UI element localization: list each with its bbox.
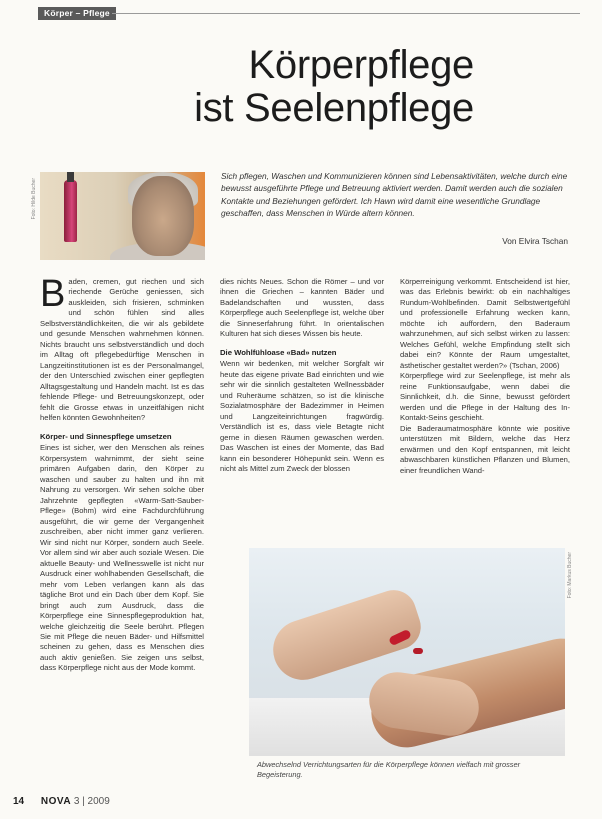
page-number: 14 bbox=[13, 796, 25, 807]
section-tag: Körper – Pflege bbox=[38, 7, 116, 20]
painted-nail-image bbox=[413, 648, 423, 654]
photo-caption: Abwechselnd Verrichtungsarten für die Körperpflege können vielfach mit grosser Begeisterung. bbox=[257, 760, 521, 779]
col2-heading: Die Wohlfühloase «Bad» nutzen bbox=[220, 347, 337, 357]
drop-cap: B bbox=[40, 273, 66, 315]
col3-paragraph-1: Körperreinigung verkommt. Entscheidend ist hier, was das Erlebnis bewirkt: ob ein nachhaltiges Rundum-Wohlbefinden. Damit Selbstwertgefühl und professionelle Erfahrung wecken kann, möchte ich auffordern, den Baderaum wahrzunehmen, auf sich selbst wirken zu lassen: Welches Gefühl, welche Empfindung stellt sich dabei ein? Könnte der Raum umgestaltet, ästhetischer gestaltet werden?» (Tschan, 2006) bbox=[400, 277, 570, 370]
col3-paragraph-2: Körperpflege wird zur Seelenpflege, ist mehr als reine Funktionsaufgabe, wenn dabei die Sinnlichkeit, d.h. die Sinne, bewusst gefördert werden und die Pflege in der Haltung des In-Kontakt-Seins geschieht. bbox=[400, 371, 570, 423]
lead-paragraph: Sich pflegen, Waschen und Kommunizieren können sind Lebensaktivitäten, welche durch eine bewusst ausgeführte Pflege und Betreuung aktiviert werden. Damit werden auch die sozialen Kontakte und Beziehungen gefördert. Ich Hawn wird damit eine wesentliche Grundlage geschaffen, dass Menschen in Würde altern können. bbox=[221, 171, 568, 218]
column-3 bbox=[400, 277, 570, 476]
column-2 bbox=[220, 277, 384, 475]
top-rule bbox=[112, 13, 580, 14]
col2-paragraph-2: Wenn wir bedenken, mit welcher Sorgfalt wir heute das eigene private Bad einrichten und wie sehr wir die sinnlich gestalteten Wellnessbäder und Ruheräume schätzen, so ist die klinische Sozialatmosphäre der Badezimmer in Heimen und Langzeiteinrichtungen fragwürdig. Verständlich ist es, dass viele Betagte nicht gerne in diesen Räumen gewaschen werden. Das Waschen ist eines der Momente, das Bad kann ein besonderer Höhepunkt sein. Wenn es nicht als Mittel zum Zweck der blossen bbox=[220, 359, 384, 474]
face-image bbox=[132, 176, 194, 256]
title-line-2: ist Seelenpflege bbox=[194, 86, 474, 130]
title-line-1: Körperpflege bbox=[248, 43, 474, 87]
column-1 bbox=[40, 273, 204, 674]
page-footer bbox=[13, 796, 110, 807]
col1-paragraph-1 bbox=[40, 273, 204, 424]
portrait-photo-credit: Foto: Hilde Bucher bbox=[31, 178, 37, 220]
manicure-photo bbox=[249, 548, 565, 756]
spray-bottle-image bbox=[64, 180, 77, 242]
col1-heading: Körper- und Sinnespflege umsetzen bbox=[40, 431, 172, 441]
col1-paragraph-1-text: aden, cremen, gut riechen und sich riechende Gerüche geniessen, sich auskleiden, sich frisieren, schminken und schön fühlen sind alles Selbstverständlichkeiten, die wir als gebildete und gesunde Menschen wahrnehmen können. Nichts braucht uns selbstverständlich und doch im Alltag oft pflegebedürftige Menschen in Langzeitinstitutionen ist es der Personalmangel, der den Unterschied zwischen einer gepflegten Alltagsgestaltung und Handeln macht. Ist es das fehlende Pflege- und Betreuungskonzept, oder fehlt die Grosse etwas in unzeitfähigen nicht helfen könnten Gewohnheiten? bbox=[40, 277, 204, 423]
col3-paragraph-3: Die Baderaumatmosphäre könnte wie positive unterstützen mit Bildern, welche das Herz erwärmen und den Kopf entspannen, mit leicht abwaschbaren künstlichen Pflanzen und Blumen, einer freundlichen Wand- bbox=[400, 423, 570, 475]
article-title bbox=[194, 44, 474, 130]
portrait-photo bbox=[40, 172, 205, 260]
hands-photo-credit: Foto: Markus Bucher bbox=[567, 552, 573, 599]
magazine-name: NOVA bbox=[40, 796, 72, 807]
bottle-cap-image bbox=[67, 172, 74, 182]
col2-paragraph-1: dies nichts Neues. Schon die Römer – und vor ihnen die Griechen – kannten Bäder und Badelandschaften und wussten, dass Körperpflege auch Seelenpflege ist, welche über die Sinneserfahrung führt. In orientalischen Kulturen hat sich dieses Wissen bis heute. bbox=[220, 277, 384, 339]
issue-number: 3 | 2009 bbox=[73, 796, 110, 807]
byline: Von Elvira Tschan bbox=[502, 236, 568, 246]
col1-paragraph-2: Eines ist sicher, wer den Menschen als reines Körpersystem wahrnimmt, der sieht seine primären Aufgaben darin, den Körper zu waschen und sauber zu halten und ihn mit Nahrung zu versorgen. Wir sehen solche über Jahrzehnte gepflegten «Warm-Satt-Sauber-Pflege» (Bohm) wird eine Fachdurchführung ausgeführt, die wir gerne der Vergangenheit zuschreiben, aber nicht immer ganz verlieren. Wir sind nicht nur Körper, sondern auch Seele. Vor allem sind wir aber auch soziale Wesen. Die aktuelle Beauty- und Wellnesswelle ist nicht nur Ausdruck einer wohlhabenden Gesellschaft, die mehr vom Leben verlangen kann als das tägliche Brot und ein Dach über dem Kopf. Sie bringt auch zum Ausdruck, dass die Körperpflege eine Sinnespflegeproduktion hat, welche gleichzeitig die Seele berührt. Pflegen Sie mit Pflege die neuen Bäder- und Hilfsmittel scheinen zu gehen, dass es Menschen dies auch aktiv genießen. Sie zeigen uns selbst, dass Körperpflege nicht aus der Mode kommt. bbox=[40, 443, 204, 673]
